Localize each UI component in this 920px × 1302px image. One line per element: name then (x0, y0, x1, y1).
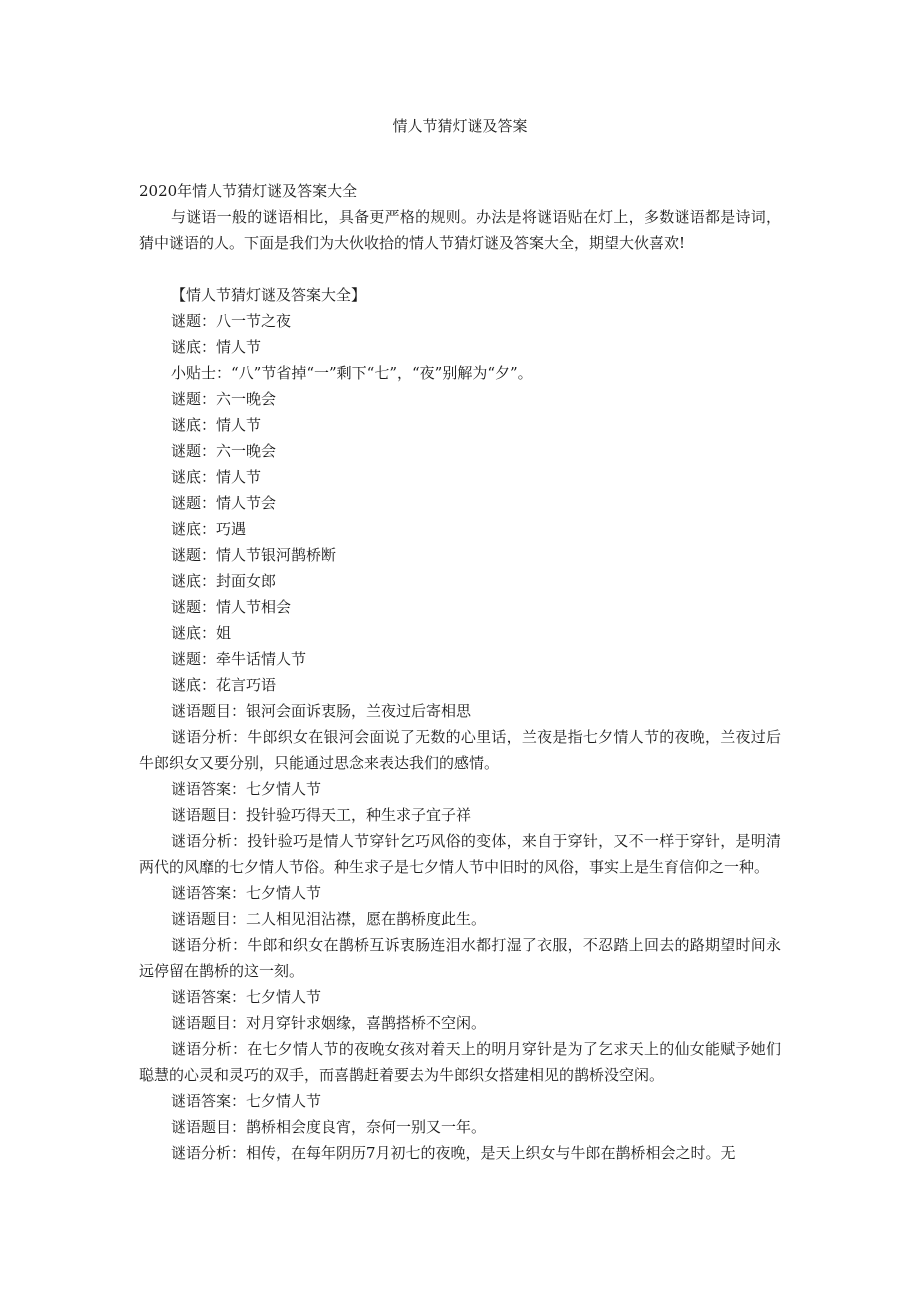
riddle-line: 谜题：情人节银河鹊桥断 (171, 546, 337, 564)
riddle-line: 谜底：花言巧语 (171, 676, 277, 694)
riddle-line: 谜语答案：七夕情人节 (171, 1092, 322, 1110)
riddle-line: 谜底：姐 (171, 624, 232, 642)
riddle-line: 谜语分析：相传，在每年阴历7月初七的夜晚，是天上织女与牛郎在鹊桥相会之时。无 (171, 1144, 736, 1162)
riddle-line: 谜语答案：七夕情人节 (171, 988, 322, 1006)
riddle-line: 谜语题目：投针验巧得天工，种生求子宜子祥 (171, 806, 472, 824)
document-heading: 2020年情人节猜灯谜及答案大全 (139, 182, 358, 200)
riddle-line: 谜题：情人节会 (171, 494, 277, 512)
section-title: 【情人节猜灯谜及答案大全】 (171, 286, 367, 304)
riddle-line: 谜语分析：投针验巧是情人节穿针乞巧风俗的变体，来自于穿针，又不一样于穿针，是明清两代的风靡的七夕情人节俗。种生求子是七夕情人节中旧时的风俗，事实上是生育信仰之一种。 (139, 832, 781, 876)
document-title: 情人节猜灯谜及答案 (392, 117, 528, 135)
riddle-line: 谜语题目：二人相见泪沾襟，愿在鹊桥度此生。 (171, 910, 487, 928)
riddle-line: 谜语答案：七夕情人节 (171, 780, 322, 798)
riddle-line: 谜题：牵牛话情人节 (171, 650, 307, 668)
riddle-line: 谜题：八一节之夜 (171, 312, 292, 330)
riddle-line: 谜底：封面女郎 (171, 572, 277, 590)
riddle-line: 谜底：情人节 (171, 468, 262, 486)
paragraph-gap (139, 256, 781, 282)
riddle-line: 谜语题目：鹊桥相会度良宵，奈何一别又一年。 (171, 1118, 487, 1136)
riddle-line: 小贴士：“八”节省掉“一”剩下“七”，“夜”别解为“夕”。 (171, 364, 533, 382)
document-body (139, 178, 781, 1166)
riddle-line: 谜语题目：对月穿针求姻缘，喜鹊搭桥不空闲。 (171, 1014, 487, 1032)
riddle-line: 谜语分析：在七夕情人节的夜晚女孩对着天上的明月穿针是为了乞求天上的仙女能赋予她们聪慧的心灵和灵巧的双手，而喜鹊赶着要去为牛郎织女搭建相见的鹊桥没空闲。 (139, 1040, 781, 1084)
riddle-line: 谜底：情人节 (171, 338, 262, 356)
riddle-line: 谜题：情人节相会 (171, 598, 292, 616)
riddle-line: 谜语答案：七夕情人节 (171, 884, 322, 902)
riddle-line: 谜语分析：牛郎织女在银河会面说了无数的心里话，兰夜是指七夕情人节的夜晚，兰夜过后牛郎织女又要分别，只能通过思念来表达我们的感情。 (139, 728, 781, 772)
intro-paragraph: 与谜语一般的谜语相比，具备更严格的规则。办法是将谜语贴在灯上，多数谜语都是诗词，猜中谜语的人。下面是我们为大伙收拾的情人节猜灯谜及答案大全，期望大伙喜欢! (139, 208, 781, 252)
riddle-line: 谜题：六一晚会 (171, 442, 277, 460)
riddle-line: 谜语题目：银河会面诉衷肠，兰夜过后寄相思 (171, 702, 472, 720)
riddle-line: 谜底：情人节 (171, 416, 262, 434)
riddle-line: 谜语分析：牛郎和织女在鹊桥互诉衷肠连泪水都打湿了衣服，不忍踏上回去的路期望时间永远停留在鹊桥的这一刻。 (139, 936, 781, 980)
riddle-line: 谜底：巧遇 (171, 520, 247, 538)
riddle-line: 谜题：六一晚会 (171, 390, 277, 408)
